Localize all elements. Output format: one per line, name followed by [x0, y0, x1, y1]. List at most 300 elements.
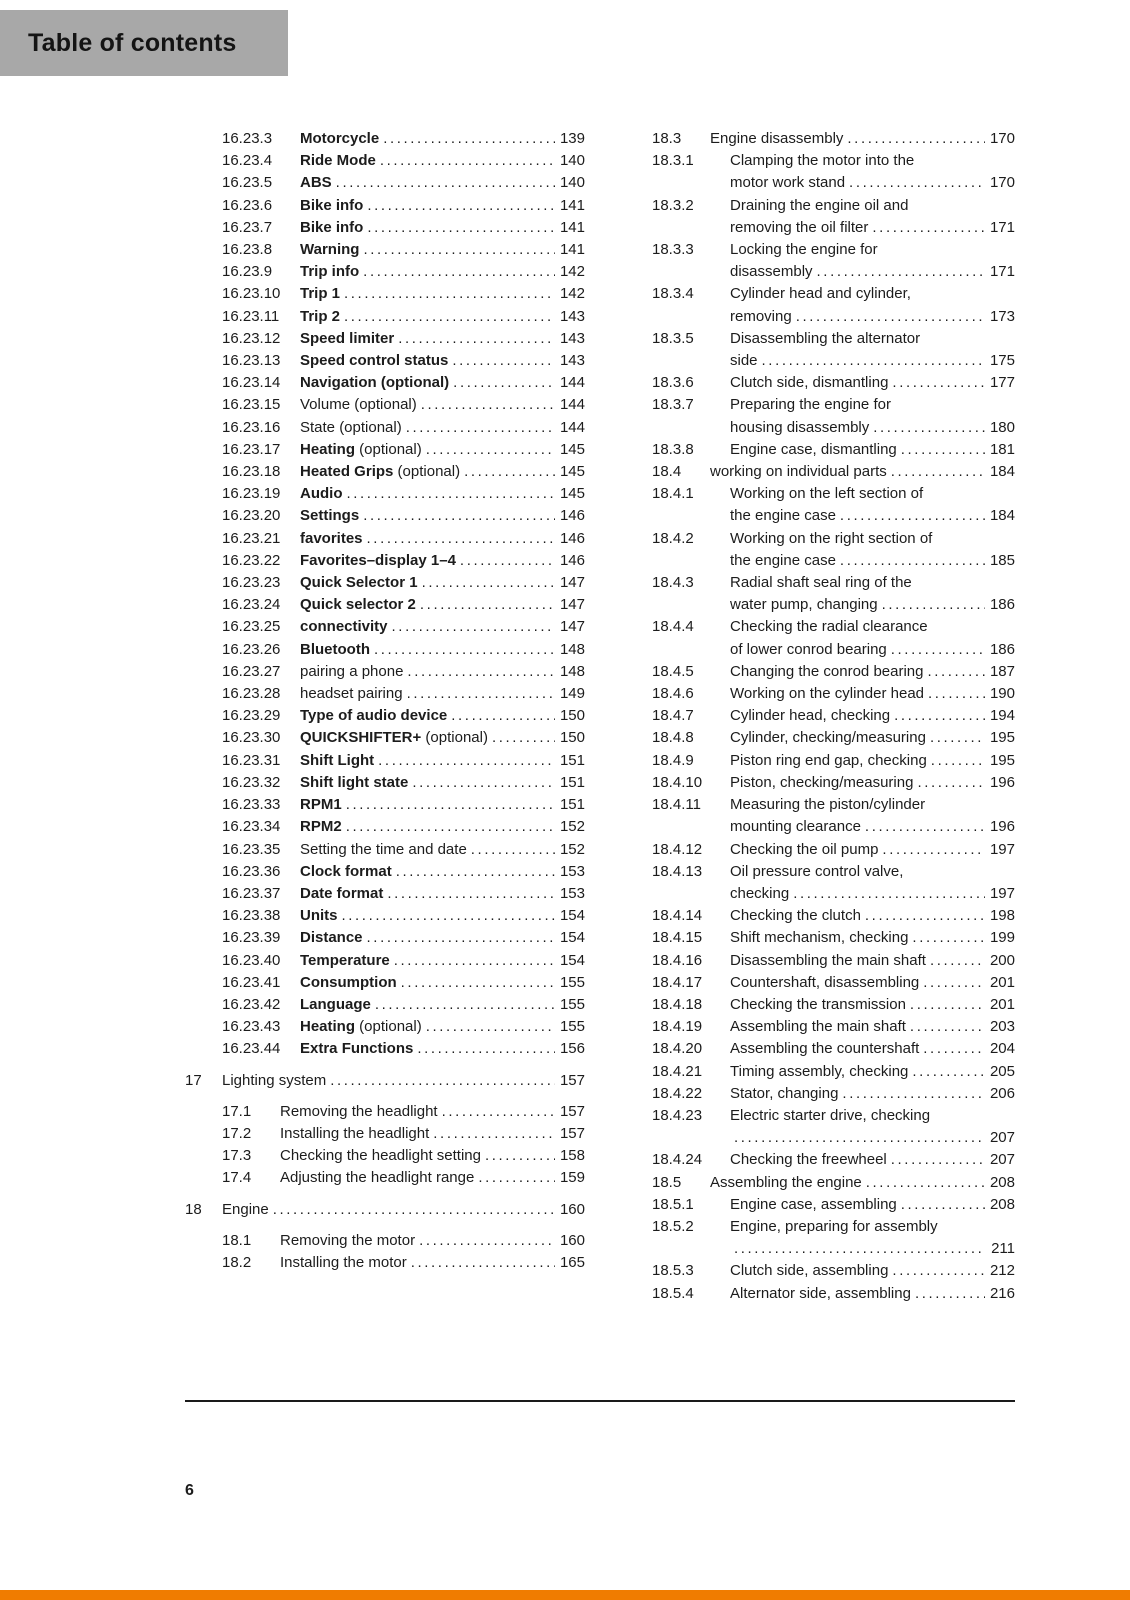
toc-entry-title: housing disassembly — [730, 418, 870, 436]
toc-entry-number: 18.4.24 — [652, 1151, 703, 1169]
toc-entry — [222, 1123, 585, 1145]
toc-entry — [222, 239, 585, 261]
toc-entry-body — [280, 1123, 585, 1145]
toc-entry-line — [730, 1216, 1015, 1238]
toc-entry-body — [300, 1016, 585, 1038]
toc-entry — [222, 683, 585, 705]
toc-entry-page: 147 — [559, 596, 585, 614]
toc-entry-line — [300, 639, 585, 661]
toc-entry-title: headset pairing — [300, 685, 403, 703]
toc-entry — [652, 661, 1015, 683]
toc-entry-title: favorites — [300, 529, 363, 547]
toc-entry-body — [300, 950, 585, 972]
toc-entry-title: Motorcycle — [300, 130, 380, 147]
toc-entry-line — [300, 661, 585, 683]
toc-entry — [222, 905, 585, 927]
toc-entry-body — [300, 905, 585, 927]
toc-entry — [652, 439, 1015, 461]
dot-leader — [367, 195, 555, 217]
toc-entry-title: Shift mechanism, checking — [730, 929, 909, 947]
toc-entry-number: 18.4.8 — [652, 729, 694, 747]
toc-entry-number: 18.5.1 — [652, 1195, 694, 1213]
toc-entry-page: 157 — [559, 1071, 585, 1089]
toc-entry — [222, 994, 585, 1016]
toc-entry-line — [730, 350, 1015, 372]
toc-entry-line — [300, 683, 585, 705]
toc-entry-title: Bluetooth — [300, 640, 370, 658]
dot-leader — [796, 306, 985, 328]
toc-entry-title: working on individual parts — [710, 463, 887, 481]
toc-entry-number: 16.23.37 — [222, 884, 281, 902]
toc-entry-title: Warning — [300, 241, 360, 259]
toc-entry-line — [300, 705, 585, 727]
toc-entry-title: Changing the conrod bearing — [730, 662, 924, 680]
toc-entry — [222, 350, 585, 372]
toc-entry — [652, 1283, 1015, 1305]
toc-entry-page: 144 — [559, 418, 585, 436]
toc-entry — [652, 1061, 1015, 1083]
toc-entry-number: 17.3 — [222, 1147, 252, 1165]
toc-entry-page: 157 — [559, 1102, 585, 1120]
dot-leader — [346, 794, 555, 816]
toc-entry-body — [300, 283, 585, 305]
toc-entry-number: 16.23.42 — [222, 995, 281, 1013]
dot-leader — [734, 1127, 985, 1149]
toc-entry-body — [710, 1172, 1015, 1194]
toc-entry-line — [300, 572, 585, 594]
dot-leader — [367, 528, 555, 550]
toc-entry-number: 18.4.5 — [652, 662, 694, 680]
dot-leader — [460, 550, 555, 572]
toc-entry — [222, 639, 585, 661]
toc-entry-page: 204 — [989, 1040, 1015, 1058]
toc-entry — [222, 550, 585, 572]
toc-entry-number: 18.3.6 — [652, 374, 694, 392]
dot-leader — [380, 150, 555, 172]
toc-entry-page: 152 — [559, 818, 585, 836]
toc-entry-title: disassembly — [730, 263, 813, 281]
toc-entry-number: 16.23.12 — [222, 329, 281, 347]
toc-entry-body — [300, 150, 585, 172]
toc-entry-line — [730, 683, 1015, 705]
toc-entry — [652, 616, 1015, 660]
toc-entry — [222, 572, 585, 594]
toc-entry-body — [300, 883, 585, 905]
toc-entry-body — [730, 483, 1015, 527]
toc-entry-line — [730, 661, 1015, 683]
toc-entry-line — [300, 927, 585, 949]
toc-entry-title: Engine case, dismantling — [730, 440, 897, 458]
toc-entry-title: Working on the left section of — [730, 485, 924, 503]
toc-entry-line — [300, 839, 585, 861]
toc-entry-page: 177 — [989, 374, 1015, 392]
toc-entry — [652, 950, 1015, 972]
toc-entry-line — [730, 839, 1015, 861]
toc-entry-title: Type of audio device — [300, 707, 448, 725]
toc-entry-number: 18.4.13 — [652, 862, 703, 880]
toc-entry-line — [300, 794, 585, 816]
toc-entry-number: 18.5 — [652, 1173, 682, 1191]
toc-entry — [222, 661, 585, 683]
toc-entry-page: 153 — [559, 884, 585, 902]
dot-leader — [367, 927, 555, 949]
dot-leader — [930, 950, 985, 972]
toc-entry-page: 158 — [559, 1147, 585, 1165]
toc-entry-number: 18.4.7 — [652, 707, 694, 725]
toc-entry-line — [300, 505, 585, 527]
toc-entry-number: 16.23.13 — [222, 352, 281, 370]
toc-entry-body — [300, 616, 585, 638]
toc-entry-page: 195 — [989, 729, 1015, 747]
dot-leader — [451, 705, 555, 727]
toc-entry-line — [222, 1070, 585, 1092]
toc-entry-line — [280, 1167, 585, 1189]
toc-entry-title: Alternator side, assembling — [730, 1284, 911, 1302]
toc-entry — [652, 972, 1015, 994]
toc-entry-number: 18.3.8 — [652, 440, 694, 458]
toc-entry-line — [300, 1038, 585, 1060]
toc-entry-line — [730, 705, 1015, 727]
toc-entry-title: Lighting system — [222, 1071, 327, 1089]
toc-entry-body — [730, 239, 1015, 283]
toc-entry-title: RPM1 — [300, 796, 342, 814]
toc-entry-body — [730, 727, 1015, 749]
toc-entry-number: 18.4.10 — [652, 773, 703, 791]
toc-entry-body — [300, 705, 585, 727]
toc-entry-line — [730, 417, 1015, 439]
toc-entry — [185, 1199, 585, 1221]
dot-leader — [420, 594, 555, 616]
toc-entry-line — [300, 727, 585, 749]
toc-entry — [652, 1194, 1015, 1216]
toc-entry-page: 197 — [989, 840, 1015, 858]
toc-entry-title: Heating — [300, 440, 356, 458]
toc-entry-body — [730, 572, 1015, 616]
toc-entry-page: 190 — [989, 685, 1015, 703]
toc-entry-page: 152 — [559, 840, 585, 858]
toc-entry-title: Clutch side, assembling — [730, 1262, 889, 1280]
toc-entry-title: Shift light state — [300, 773, 409, 791]
dot-leader — [336, 172, 555, 194]
toc-entry-number: 16.23.27 — [222, 662, 281, 680]
dot-leader — [433, 1123, 555, 1145]
toc-entry-page: 148 — [559, 640, 585, 658]
toc-entry-body — [280, 1252, 585, 1274]
dot-leader — [492, 727, 555, 749]
toc-entry-number: 18.4.21 — [652, 1062, 703, 1080]
toc-entry-title: Volume (optional) — [300, 396, 417, 414]
toc-entry-number: 18.4.6 — [652, 685, 694, 703]
dot-leader — [406, 417, 555, 439]
toc-entry-title: Engine case, assembling — [730, 1195, 897, 1213]
toc-entry-line — [300, 528, 585, 550]
toc-entry-body — [730, 1038, 1015, 1060]
toc-entry-page: 140 — [559, 152, 585, 170]
dot-leader — [347, 483, 556, 505]
toc-entry-number: 16.23.28 — [222, 685, 281, 703]
toc-entry-number: 18.4.4 — [652, 618, 694, 636]
toc-entry-number: 16.23.21 — [222, 529, 281, 547]
toc-entry-page: 196 — [989, 773, 1015, 791]
toc-entry — [652, 328, 1015, 372]
dot-leader — [392, 616, 555, 638]
toc-entry-title: removing — [730, 307, 792, 325]
toc-entry-page: 157 — [559, 1124, 585, 1142]
toc-entry — [222, 727, 585, 749]
toc-entry-line — [280, 1230, 585, 1252]
toc-entry-number: 18.4.9 — [652, 751, 694, 769]
toc-entry — [222, 883, 585, 905]
toc-entry — [652, 461, 1015, 483]
dot-leader — [452, 350, 555, 372]
toc-entry-line — [730, 1061, 1015, 1083]
toc-entry-body — [300, 195, 585, 217]
toc-entry-body — [730, 439, 1015, 461]
toc-entry-number: 16.23.25 — [222, 618, 281, 636]
toc-entry-page: 170 — [989, 130, 1015, 147]
toc-entry-page: 184 — [989, 463, 1015, 481]
toc-entry-title: Draining the engine oil and — [730, 196, 909, 214]
toc-entry-title: water pump, changing — [730, 596, 878, 614]
toc-entry-title: side — [730, 352, 758, 370]
toc-entry-line — [300, 772, 585, 794]
toc-entry-body — [300, 794, 585, 816]
toc-entry — [222, 306, 585, 328]
toc-entry — [652, 239, 1015, 283]
toc-entry-line — [300, 172, 585, 194]
toc-entry-line — [710, 1172, 1015, 1194]
toc-entry-page: 186 — [989, 596, 1015, 614]
toc-entry-page: 207 — [989, 1129, 1015, 1147]
toc-entry-line — [730, 1038, 1015, 1060]
toc-entry-line — [300, 594, 585, 616]
toc-entry-page: 145 — [559, 463, 585, 481]
dot-leader — [342, 905, 556, 927]
toc-entry-number: 16.23.6 — [222, 196, 273, 214]
toc-entry-body — [300, 417, 585, 439]
dot-leader — [375, 994, 555, 1016]
dot-leader — [912, 927, 985, 949]
toc-entry-page: 153 — [559, 862, 585, 880]
toc-entry-body — [730, 705, 1015, 727]
toc-entry-line — [730, 772, 1015, 794]
toc-entry-number: 16.23.39 — [222, 929, 281, 947]
toc-entry-title: Trip info — [300, 263, 360, 281]
toc-entry-number: 16.23.44 — [222, 1040, 281, 1058]
toc-entry-line — [730, 1194, 1015, 1216]
toc-entry-body — [730, 394, 1015, 438]
toc-entry-number: 16.23.4 — [222, 152, 273, 170]
dot-leader — [840, 505, 985, 527]
toc-entry-line — [730, 950, 1015, 972]
toc-entry-body — [300, 505, 585, 527]
toc-entry-body — [730, 283, 1015, 327]
toc-entry-line — [730, 550, 1015, 572]
toc-entry-number: 16.23.5 — [222, 174, 273, 192]
toc-entry-page: 208 — [989, 1173, 1015, 1191]
toc-entry-number: 18.4.15 — [652, 929, 703, 947]
toc-entry-title: Quick selector 2 — [300, 596, 416, 614]
toc-entry-body — [300, 861, 585, 883]
toc-entry-body — [300, 217, 585, 239]
dot-leader — [866, 1172, 985, 1194]
toc-entry — [222, 283, 585, 305]
toc-entry-number: 17.1 — [222, 1102, 252, 1120]
dot-leader — [374, 639, 555, 661]
toc-entry-page: 165 — [559, 1253, 585, 1271]
toc-entry-title: Working on the right section of — [730, 529, 933, 547]
toc-entry-body — [730, 861, 1015, 905]
toc-entry-body — [280, 1101, 585, 1123]
toc-entry-body — [300, 261, 585, 283]
toc-entry-page: 142 — [559, 285, 585, 303]
toc-entry-number: 17.4 — [222, 1169, 252, 1187]
dot-leader — [407, 661, 555, 683]
toc-entry-title: Engine — [222, 1200, 269, 1218]
toc-entry — [652, 1083, 1015, 1105]
toc-entry-page: 144 — [559, 396, 585, 414]
dot-leader — [419, 1230, 555, 1252]
toc-entry — [222, 394, 585, 416]
toc-entry-body — [730, 1061, 1015, 1083]
toc-entry-line — [730, 239, 1015, 261]
toc-entry — [222, 950, 585, 972]
toc-entry-number: 18.4.12 — [652, 840, 703, 858]
toc-entry-title: Assembling the countershaft — [730, 1040, 920, 1058]
toc-entry-title: RPM2 — [300, 818, 342, 836]
toc-entry-title: Quick Selector 1 — [300, 574, 418, 592]
dot-leader — [417, 1038, 555, 1060]
toc-entry-line — [730, 639, 1015, 661]
toc-entry-line — [300, 239, 585, 261]
toc-entry-number: 16.23.33 — [222, 796, 281, 814]
toc-entry — [652, 727, 1015, 749]
dot-leader — [442, 1101, 555, 1123]
toc-entry-number: 17 — [185, 1071, 202, 1089]
toc-entry-body — [710, 461, 1015, 483]
toc-entry-title: Navigation (optional) — [300, 374, 450, 392]
toc-entry-number: 16.23.34 — [222, 818, 281, 836]
toc-entry-title: Checking the radial clearance — [730, 618, 928, 636]
page-title: Table of contents — [28, 28, 237, 57]
toc-entry-line — [730, 905, 1015, 927]
toc-entry — [652, 195, 1015, 239]
toc-entry-title: Speed control status — [300, 352, 449, 370]
toc-entry-number: 16.23.16 — [222, 418, 281, 436]
toc-entry-body — [300, 328, 585, 350]
toc-entry-line — [300, 972, 585, 994]
toc-entry-title: Assembling the engine — [710, 1173, 862, 1191]
dot-leader — [396, 861, 555, 883]
toc-entry — [652, 283, 1015, 327]
dot-leader — [330, 1070, 555, 1092]
toc-entry — [222, 172, 585, 194]
toc-entry-line — [730, 994, 1015, 1016]
toc-entry-line — [730, 1283, 1015, 1305]
toc-entry-line — [730, 261, 1015, 283]
toc-entry-title: Removing the motor — [280, 1231, 416, 1249]
toc-entry-line — [300, 550, 585, 572]
toc-entry-title: Clutch side, dismantling — [730, 374, 889, 392]
toc-entry-number: 18.4.18 — [652, 995, 703, 1013]
toc-entry — [185, 1070, 585, 1092]
toc-entry-title: Clock format — [300, 862, 392, 880]
toc-entry-number: 18.4.14 — [652, 907, 703, 925]
toc-entry-title: Units — [300, 907, 338, 925]
toc-entry-title: Consumption — [300, 973, 397, 991]
toc-entry-number: 17.2 — [222, 1124, 252, 1142]
toc-entry-page: 149 — [559, 685, 585, 703]
toc-entry — [652, 839, 1015, 861]
toc-entry-line — [730, 217, 1015, 239]
toc-entry-line — [730, 1149, 1015, 1171]
toc-entry-number: 16.23.3 — [222, 130, 273, 147]
toc-entry-number: 18.3.5 — [652, 329, 694, 347]
toc-entry-line — [300, 261, 585, 283]
toc-entry-title: Measuring the piston/cylinder — [730, 796, 926, 814]
toc-entry-body — [300, 528, 585, 550]
toc-entry — [222, 195, 585, 217]
toc-entry-line — [300, 616, 585, 638]
toc-entry-number: 18.4.23 — [652, 1106, 703, 1124]
toc-entry-line — [300, 750, 585, 772]
toc-entry-page: 206 — [989, 1084, 1015, 1102]
toc-entry — [222, 1145, 585, 1167]
toc-entry-suffix: (optional) — [355, 1018, 422, 1036]
dot-leader — [865, 905, 985, 927]
toc-entry-page: 160 — [559, 1231, 585, 1249]
toc-entry-title: Piston, checking/measuring — [730, 773, 914, 791]
toc-entry-page: 171 — [989, 263, 1015, 281]
toc-entry-body — [300, 750, 585, 772]
toc-entry — [222, 328, 585, 350]
toc-entry — [652, 372, 1015, 394]
toc-entry-page: 180 — [989, 418, 1015, 436]
toc-entry-page: 141 — [559, 196, 585, 214]
dot-leader — [817, 261, 985, 283]
toc-entry-page: 156 — [559, 1040, 585, 1058]
toc-entry-suffix: (optional) — [355, 440, 422, 458]
dot-leader — [915, 1283, 985, 1305]
toc-entry-title: Distance — [300, 929, 363, 947]
toc-entry-title: Cylinder, checking/measuring — [730, 729, 926, 747]
toc-entry-title: Working on the cylinder head — [730, 685, 925, 703]
toc-entry-number: 18.3.4 — [652, 285, 694, 303]
toc-entry-body — [300, 461, 585, 483]
toc-entry-page: 160 — [559, 1200, 585, 1218]
toc-entry-line — [300, 372, 585, 394]
toc-entry-body — [730, 328, 1015, 372]
dot-leader — [471, 839, 555, 861]
dot-leader — [912, 1061, 985, 1083]
toc-entry-number: 16.23.29 — [222, 707, 281, 725]
dot-leader — [872, 217, 985, 239]
dot-leader — [842, 1083, 985, 1105]
dot-leader — [892, 1260, 985, 1282]
toc-entry-body — [300, 639, 585, 661]
toc-entry-body — [300, 972, 585, 994]
toc-entry-line — [300, 861, 585, 883]
toc-entry-line — [730, 150, 1015, 172]
toc-entry — [222, 528, 585, 550]
toc-entry-number: 16.23.8 — [222, 241, 273, 259]
toc-entry-number: 16.23.18 — [222, 463, 281, 481]
toc-entry-number: 16.23.36 — [222, 862, 281, 880]
toc-entry-title: ABS — [300, 174, 332, 192]
toc-entry — [222, 261, 585, 283]
toc-entry-line — [300, 217, 585, 239]
toc-entry-line — [730, 172, 1015, 194]
